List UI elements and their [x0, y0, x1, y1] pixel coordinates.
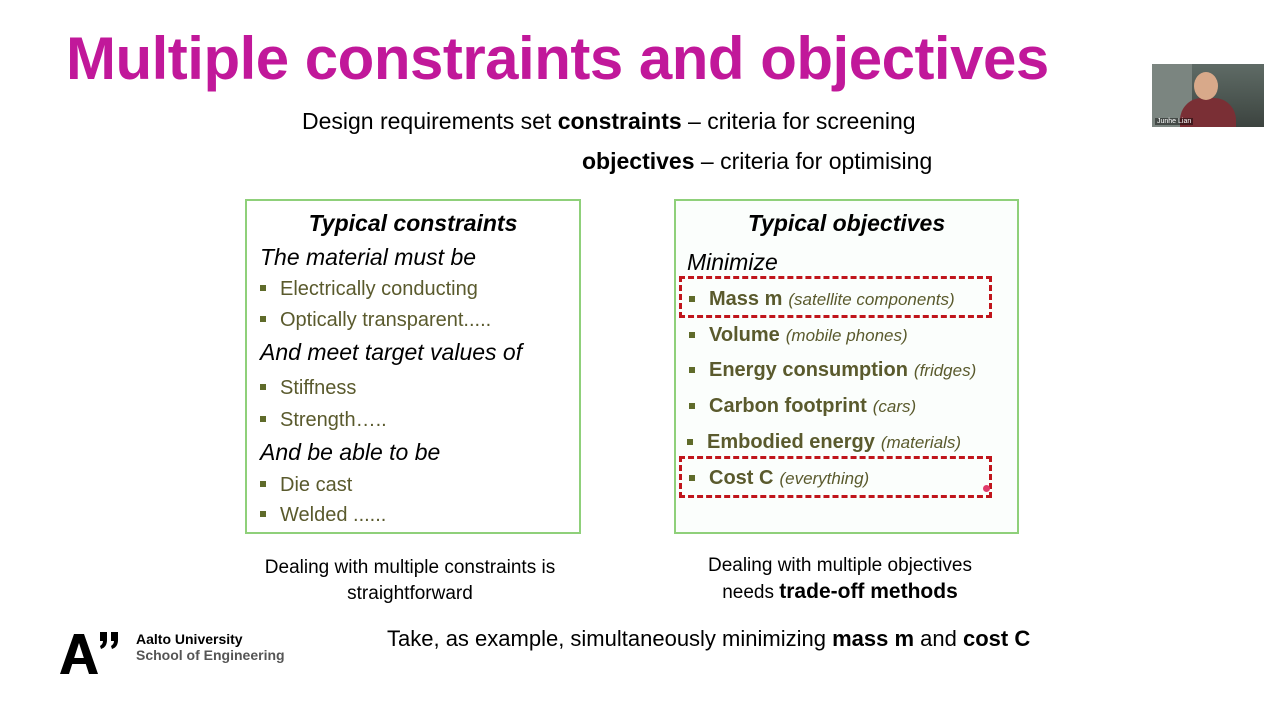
constraints-heading-able-to-be: And be able to be — [260, 439, 441, 465]
constraints-heading-must-be: The material must be — [260, 244, 477, 270]
bullet-icon — [260, 384, 266, 390]
objective-name: Energy consumption — [709, 359, 908, 381]
mass-highlight-box — [679, 276, 992, 318]
objective-note: (mobile phones) — [785, 326, 908, 345]
objective-item-energy — [689, 359, 976, 382]
example-bold-cost: cost C — [962, 626, 1031, 651]
objective-item-embodied — [687, 431, 961, 454]
constraints-caption-line2: straightforward — [347, 583, 473, 604]
objective-item-carbon — [689, 395, 916, 418]
objectives-box-title: Typical objectives — [747, 210, 946, 236]
presenter-webcam — [1152, 64, 1264, 127]
objectives-caption-pre: needs — [722, 582, 780, 603]
presenter-name-tag: Junhe Lian — [1157, 118, 1192, 125]
constraints-caption — [240, 555, 580, 607]
constraint-item-label: Strength….. — [280, 409, 387, 431]
bullet-icon — [689, 332, 695, 338]
intro-line2-post: – criteria for optimising — [694, 148, 933, 174]
objective-note: (satellite components) — [788, 290, 955, 309]
constraint-item — [260, 474, 352, 497]
bullet-icon — [689, 367, 695, 373]
objective-note: (cars) — [872, 397, 917, 416]
objective-note: (materials) — [880, 433, 962, 452]
intro-line2-bold: objectives — [582, 148, 695, 174]
cost-highlight-box — [679, 456, 992, 498]
example-mid: and — [914, 626, 963, 651]
constraint-item — [260, 409, 387, 432]
bullet-icon — [260, 511, 266, 517]
bullet-icon — [689, 403, 695, 409]
example-bold-mass: mass m — [832, 626, 915, 651]
objective-name: Volume — [709, 324, 780, 346]
laser-pointer-dot — [983, 485, 990, 492]
constraint-item — [260, 504, 386, 527]
bullet-icon — [687, 439, 693, 445]
intro-line1-pre: Design requirements set — [302, 108, 558, 134]
objective-name: Embodied energy — [707, 431, 875, 453]
objective-note: (fridges) — [913, 361, 977, 380]
intro-line1-post: – criteria for screening — [681, 108, 916, 134]
intro-line1-bold: constraints — [557, 108, 682, 134]
objective-name: Carbon footprint — [709, 395, 867, 417]
constraint-item — [260, 377, 356, 400]
objectives-heading-minimize: Minimize — [687, 249, 778, 275]
objective-name: Cost C — [709, 467, 774, 489]
school-name: School of Engineering — [136, 647, 285, 663]
university-name: Aalto University — [136, 631, 243, 647]
constraints-heading-target-values: And meet target values of — [260, 339, 523, 365]
constraint-item-label: Die cast — [280, 474, 353, 496]
objective-name: Mass m — [709, 288, 783, 310]
bullet-icon — [260, 285, 266, 291]
constraint-item-label: Stiffness — [280, 377, 357, 399]
constraint-item — [260, 309, 491, 332]
constraints-box — [245, 199, 581, 534]
intro-objectives-line — [582, 148, 932, 175]
intro-constraints-line — [302, 108, 916, 135]
slide-title: Multiple constraints and objectives — [66, 25, 1049, 92]
bullet-icon — [260, 316, 266, 322]
constraints-box-title: Typical constraints — [308, 210, 518, 236]
objectives-caption-line1: Dealing with multiple objectives — [707, 555, 972, 576]
bullet-icon — [260, 481, 266, 487]
objectives-caption — [670, 553, 1010, 606]
constraint-item-label: Welded ...... — [280, 504, 387, 526]
example-line — [387, 626, 1030, 652]
constraints-caption-line1: Dealing with multiple constraints is — [264, 557, 556, 578]
aalto-logo-icon — [60, 630, 124, 676]
example-pre: Take, as example, simultaneously minimizing — [387, 626, 833, 651]
objective-item-volume — [689, 324, 908, 347]
bullet-icon — [260, 416, 266, 422]
objectives-caption-bold: trade-off methods — [779, 580, 958, 603]
objective-note: (everything) — [779, 469, 870, 488]
objectives-caption-line2 — [670, 579, 1010, 606]
presenter-head — [1194, 72, 1218, 100]
constraint-item-label: Electrically conducting — [280, 278, 478, 300]
constraint-item-label: Optically transparent..... — [280, 309, 492, 331]
constraint-item — [260, 278, 478, 301]
